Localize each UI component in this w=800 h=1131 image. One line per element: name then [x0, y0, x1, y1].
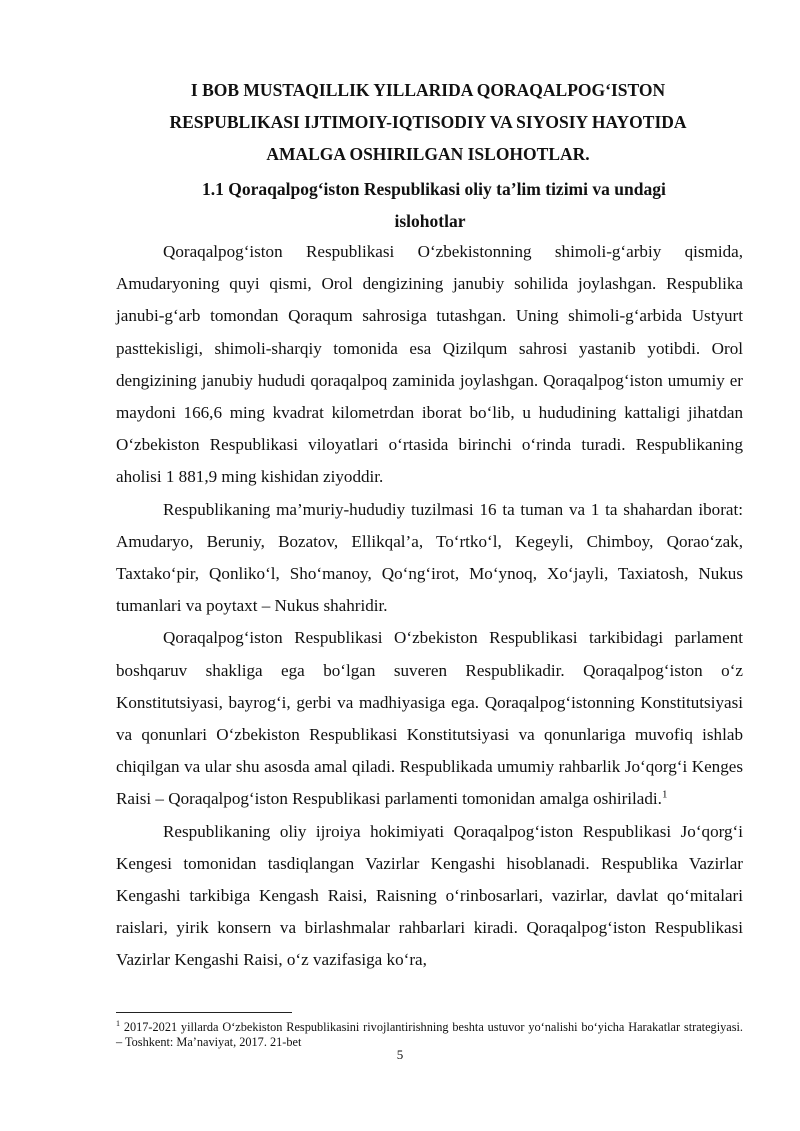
paragraph: Respublikaning ma’muriy-hududiy tuzilmasi 16 ta tuman va 1 ta shahardan iborat: Amudaryo, Beruniy, Bozatov, Ellikqal’a, To‘rtko‘l, Kegeyli, Chimboy, Qorao‘zak, Taxtako‘pir, Qonliko‘l, Sho‘manoy, Qo‘ng‘irot, Mo‘ynoq, Xo‘jayli, Taxiatosh, Nukus tumanlari va poytaxt – Nukus shahridir.: [116, 499, 743, 616]
paragraph-text: Qoraqalpog‘iston Respublikasi O‘zbekiston Respublikasi tarkibidagi parlament boshqaruv shakliga ega bo‘lgan suveren Respublikadir. Qoraqalpog‘iston o‘z Konstitutsiyasi, bayrog‘i, gerbi va madhiyasiga ega. Qoraqalpog‘istonning Konstitutsiyasi va qonunlari O‘zbekiston Respublikasi Konstitutsiyasi va qonunlariga muvofiq ishlab chiqilgan va ular shu asosda amal qiladi. Respublikada umumiy rahbarlik Jo‘qorg‘i Kenges Raisi – Qoraqalpog‘iston Respublikasi parlamenti tomonidan amalga oshiriladi.: [116, 628, 743, 809]
page-number: 5: [396, 1047, 404, 1062]
paragraph: [116, 622, 743, 815]
chapter-title-line: AMALGA OSHIRILGAN ISLOHOTLAR.: [266, 144, 590, 164]
footnote-marker: 1: [116, 1019, 120, 1028]
paragraph: Qoraqalpog‘iston Respublikasi O‘zbekistonning shimoli-g‘arbiy qismida, Amudaryoning quyi qismi, Orol dengizining janubiy sohilida joylashgan. Respublika janubi-g‘arb tomondan Qoraqum sahrosiga tutashgan. Uning shimoli-g‘arbida Ustyurt pasttekisligi, shimoli-sharqiy tomonida esa Qizilqum sahrosi yastanib yotibdi. Orol dengizining janubiy hududi qoraqalpoq zaminida joylashgan. Qoraqalpog‘iston umumiy er maydoni 166,6 ming kvadrat kilometrdan iborat bo‘lib, u hududining kattaligi jihatdan O‘zbekiston Respublikasi viloyatlari o‘rtasida birinchi o‘rinda turadi. Respublikaning aholisi 1 881,9 ming kishidan ziyoddir.: [116, 242, 743, 487]
section-title-line: 1.1 Qoraqalpog‘iston Respublikasi oliy ta’lim tizimi va undagi: [202, 179, 666, 199]
footnote: [116, 1016, 743, 1050]
section-title: [108, 173, 748, 237]
section-title-line: islohotlar: [394, 211, 466, 231]
footnote-text: 2017-2021 yillarda O‘zbekiston Respublikasini rivojlantirishning beshta ustuvor yo‘nalishi bo‘yicha Harakatlar strategiyasi. – Toshkent: Ma’naviyat, 2017. 21-bet: [116, 1020, 743, 1050]
footnote-reference[interactable]: 1: [661, 788, 668, 801]
footnote-divider: [116, 1012, 292, 1013]
paragraph: Respublikaning oliy ijroiya hokimiyati Qoraqalpog‘iston Respublikasi Jo‘qorg‘i Kengesi tomonidan tasdiqlangan Vazirlar Kengashi hisoblanadi. Respublika Vazirlar Kengashi tarkibiga Kengash Raisi, Raisning o‘rinbosarlari, vazirlar, davlat qo‘mitalari raislari, yirik konsern va birlashmalar rahbarlari kiradi. Qoraqalpog‘iston Respublikasi Vazirlar Kengashi Raisi, o‘z vazifasiga ko‘ra,: [116, 821, 743, 970]
chapter-title-line: RESPUBLIKASI IJTIMOIY-IQTISODIY VA SIYOSIY HAYOTIDA: [169, 112, 687, 132]
body-text: [116, 236, 743, 977]
chapter-title: [108, 74, 748, 170]
chapter-title-line: I BOB MUSTAQILLIK YILLARIDA QORAQALPOG‘ISTON: [190, 80, 666, 100]
